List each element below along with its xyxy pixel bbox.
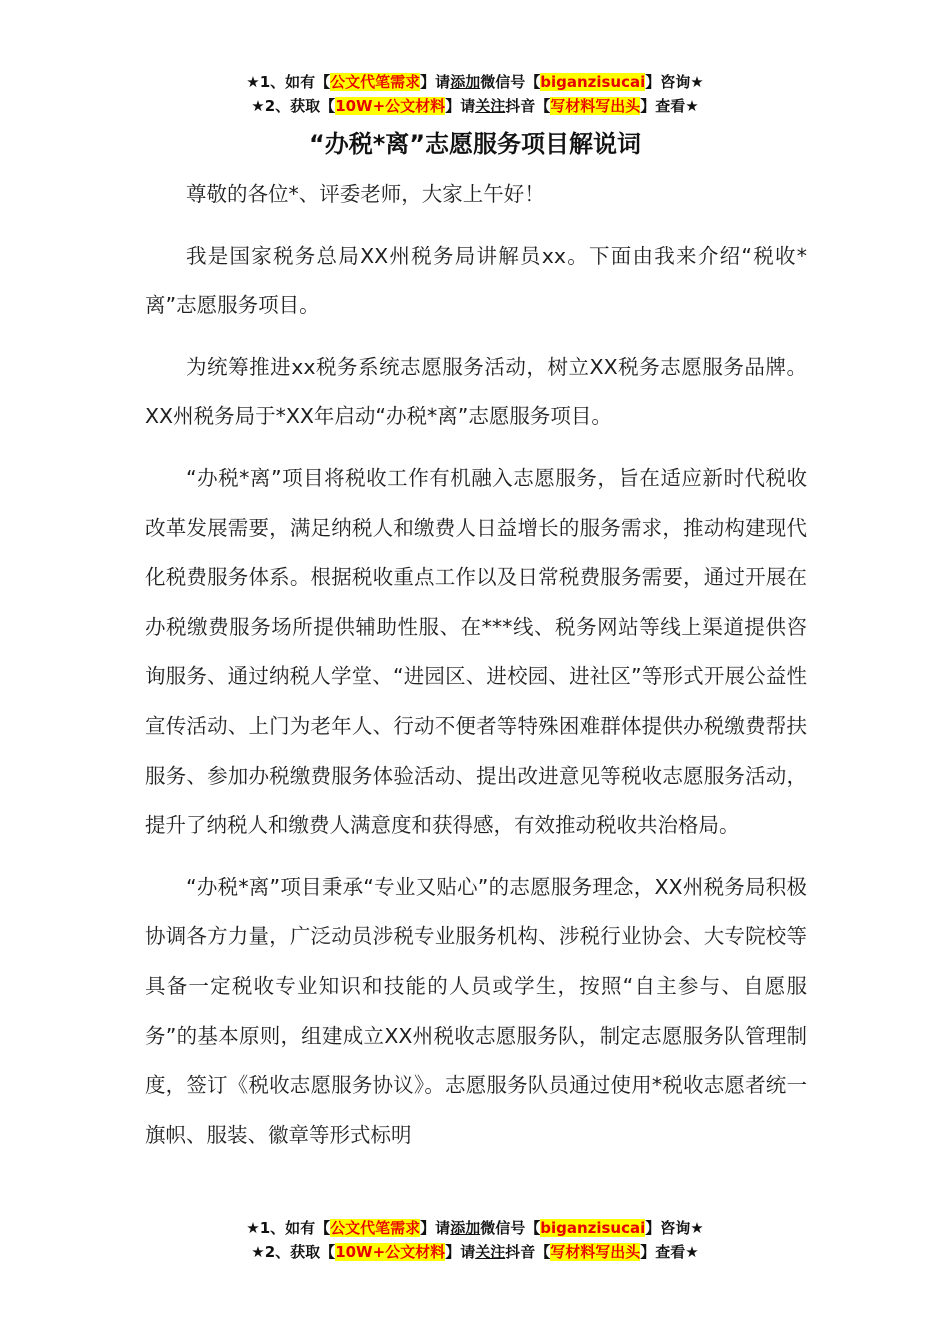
banner-line-1 [0,70,950,94]
banner-highlight: 公文代笔需求 [330,73,421,91]
banner-text: 】咨询★ [645,73,704,91]
banner-text: 】查看★ [640,1243,699,1261]
banner-text: ★2、获取【 [251,97,336,115]
banner-text: 微信号【 [480,1219,541,1237]
banner-text: 微信号【 [480,73,541,91]
banner-douyin-name: 写材料写出头 [550,97,641,115]
banner-highlight: 10W+公文材料 [335,97,446,115]
banner-text: ★1、如有【 [246,73,331,91]
banner-line-1 [0,1216,950,1240]
banner-text: 抖音【 [505,1243,551,1261]
banner-douyin-name: 写材料写出头 [550,1243,641,1261]
banner-text: ★1、如有【 [246,1219,331,1237]
paragraph: 我是国家税务总局XX州税务局讲解员xx。下面由我来介绍“税收*离”志愿服务项目。 [145,243,807,318]
banner-underlined: 添加 [450,1219,481,1237]
paragraph: 尊敬的各位*、评委老师，大家上午好！ [186,182,545,206]
banner-wechat-id: biganzisucai [540,1219,646,1237]
document-title: “办税*离”志愿服务项目解说词 [308,130,642,158]
banner-text: 】查看★ [640,97,699,115]
banner-text: 】请 [420,73,451,91]
banner-text: 】请 [420,1219,451,1237]
banner-highlight: 公文代笔需求 [330,1219,421,1237]
banner-underlined: 关注 [475,97,506,115]
header-banner [0,70,950,118]
banner-line-2 [0,94,950,118]
banner-text: 抖音【 [505,97,551,115]
banner-highlight: 10W+公文材料 [335,1243,446,1261]
banner-underlined: 关注 [475,1243,506,1261]
banner-text: 】请 [445,1243,476,1261]
banner-line-2 [0,1240,950,1264]
paragraph: 为统筹推进xx税务系统志愿服务活动，树立XX税务志愿服务品牌。XX州税务局于*XX年启动“办税*离”志愿服务项目。 [145,354,807,429]
banner-wechat-id: biganzisucai [540,73,646,91]
document-body [145,170,807,1172]
banner-text: ★2、获取【 [251,1243,336,1261]
paragraph: “办税*离”项目秉承“专业又贴心”的志愿服务理念，XX州税务局积极协调各方力量，广泛动员涉税专业服务机构、涉税行业协会、大专院校等具备一定税收专业知识和技能的人员或学生，按照“自主参与、自愿服务”的基本原则，组建成立XX州税收志愿服务队，制定志愿服务队管理制度，签订《税收志愿服务协议》。志愿服务队员通过使用*税收志愿者统一旗帜、服装、徽章等形式标明 [145,874,807,1147]
banner-text: 】咨询★ [645,1219,704,1237]
banner-text: 】请 [445,97,476,115]
banner-underlined: 添加 [450,73,481,91]
footer-banner [0,1216,950,1264]
paragraph: “办税*离”项目将税收工作有机融入志愿服务，旨在适应新时代税收改革发展需要，满足纳税人和缴费人日益增长的服务需求，推动构建现代化税费服务体系。根据税收重点工作以及日常税费服务需要，通过开展在办税缴费服务场所提供辅助性服、在***线、税务网站等线上渠道提供咨询服务、通过纳税人学堂、“进园区、进校园、进社区”等形式开展公益性宣传活动、上门为老年人、行动不便者等特殊困难群体提供办税缴费帮扶服务、参加办税缴费服务体验活动、提出改进意见等税收志愿服务活动，提升了纳税人和缴费人满意度和获得感，有效推动税收共治格局。 [145,465,807,838]
